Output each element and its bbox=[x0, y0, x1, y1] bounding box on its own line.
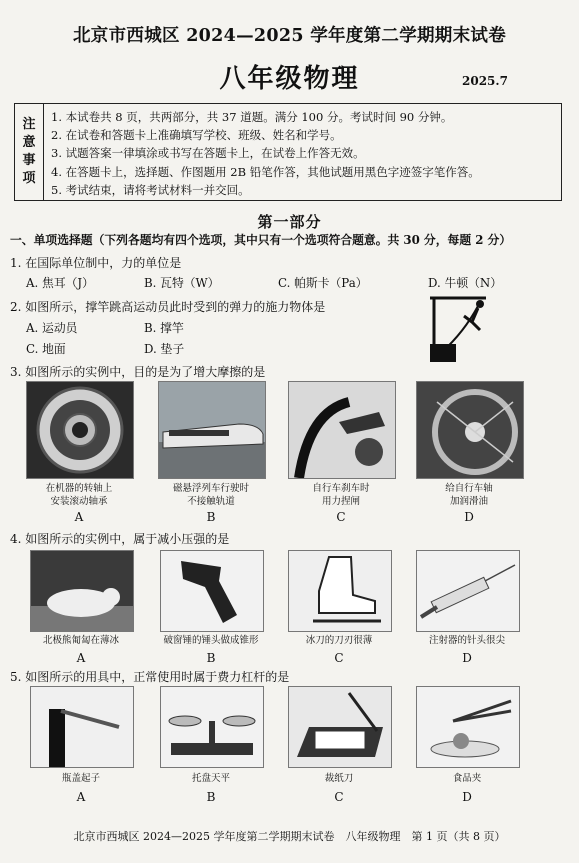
q4-caption-b: 破窗锤的锤头做成锥形 bbox=[163, 635, 259, 646]
notice-item: 1. 本试卷共 8 页，共两部分，共 37 道题。满分 100 分。考试时间 90 分钟。 bbox=[51, 110, 453, 124]
q3-photo-a bbox=[26, 381, 134, 479]
q5-caption-d: 食品夹 bbox=[452, 773, 482, 784]
q4-letter-d: D bbox=[462, 651, 472, 665]
pole-vault-figure bbox=[420, 292, 500, 364]
q3-letter-b: B bbox=[206, 510, 216, 524]
q3-caption-c: 自行车刹车时 用力捏闸 bbox=[312, 483, 370, 507]
q5-letter-b: B bbox=[206, 790, 216, 804]
page-footer: 北京市西城区 2024—2025 学年度第二学期期末试卷 八年级物理 第 1 页（共 8 页） bbox=[73, 830, 506, 843]
q5-photo-b bbox=[160, 686, 264, 768]
q4-letter-a: A bbox=[76, 651, 86, 665]
q5-caption-c: 裁纸刀 bbox=[324, 773, 354, 784]
notice-item: 3. 试题答案一律填涂或书写在答题卡上，在试卷上作答无效。 bbox=[51, 146, 365, 161]
notice-label-char: 意 bbox=[22, 135, 36, 150]
notice-items bbox=[51, 108, 480, 199]
question-5-stem: 5. 如图所示的用具中，正常使用时属于费力杠杆的是 bbox=[10, 670, 290, 684]
q3-letter-c: C bbox=[336, 510, 346, 524]
notice-item: 5. 考试结束，请将考试材料一并交回。 bbox=[51, 182, 250, 197]
q4-photo-a bbox=[30, 550, 134, 632]
notice-label-char: 注 bbox=[22, 117, 36, 132]
exam-date: 2025.7 bbox=[462, 74, 508, 88]
notice-label bbox=[15, 104, 44, 200]
q3-photo-c bbox=[288, 381, 396, 479]
subject-title: 八年级物理 bbox=[219, 64, 360, 94]
q5-photo-d bbox=[416, 686, 520, 768]
q3-photo-d bbox=[416, 381, 524, 479]
q5-photo-c bbox=[288, 686, 392, 768]
q4-caption-c: 冰刀的刀刃很薄 bbox=[305, 635, 373, 646]
q3-caption-b: 磁悬浮列车行驶时 不接触轨道 bbox=[172, 483, 249, 507]
section-title: 一、单项选择题（下列各题均有四个选项，其中只有一个选项符合题意。共 30 分，每题 2 分） bbox=[10, 233, 512, 247]
q5-letter-d: D bbox=[462, 790, 472, 804]
q4-caption-a: 北极熊匍匐在薄冰 bbox=[42, 635, 119, 646]
question-2-stem: 2. 如图所示，撑竿跳高运动员此时受到的弹力的施力物体是 bbox=[10, 300, 326, 314]
q4-photo-b bbox=[160, 550, 264, 632]
notice-item: 4. 在答题卡上，选择题、作图题用 2B 铅笔作答，其他试题用黑色字迹签字笔作答。 bbox=[51, 164, 480, 179]
exam-header-title: 北京市西城区 2024—2025 学年度第二学期期末试卷 bbox=[73, 26, 506, 46]
notice-item: 2. 在试卷和答题卡上准确填写学校、班级、姓名和学号。 bbox=[51, 128, 342, 143]
q2-option-b: B. 撑竿 bbox=[144, 321, 184, 335]
q4-letter-c: C bbox=[334, 651, 344, 665]
q1-option-d: D. 牛顿（N） bbox=[428, 276, 503, 290]
part-title: 第一部分 bbox=[257, 213, 322, 231]
q3-letter-d: D bbox=[464, 510, 474, 524]
question-3-stem: 3. 如图所示的实例中，目的是为了增大摩擦的是 bbox=[10, 365, 266, 379]
q4-photo-d bbox=[416, 550, 520, 632]
q5-letter-c: C bbox=[334, 790, 344, 804]
q4-photo-c bbox=[288, 550, 392, 632]
q5-photo-a bbox=[30, 686, 134, 768]
notice-label-char: 项 bbox=[22, 171, 36, 186]
q3-photo-b bbox=[158, 381, 266, 479]
q1-option-a: A. 焦耳（J） bbox=[26, 276, 94, 290]
q1-option-b: B. 瓦特（W） bbox=[144, 276, 220, 290]
q4-caption-d: 注射器的针头很尖 bbox=[428, 635, 505, 646]
question-4-stem: 4. 如图所示的实例中，属于减小压强的是 bbox=[10, 532, 230, 546]
notice-label-char: 事 bbox=[22, 153, 36, 168]
q4-letter-b: B bbox=[206, 651, 216, 665]
question-1-stem: 1. 在国际单位制中，力的单位是 bbox=[10, 256, 182, 270]
q2-option-c: C. 地面 bbox=[26, 342, 66, 356]
q1-option-c: C. 帕斯卡（Pa） bbox=[278, 276, 368, 290]
q5-caption-a: 瓶盖起子 bbox=[61, 773, 100, 784]
q3-caption-d: 给自行车轴 加润滑油 bbox=[445, 483, 493, 507]
q5-letter-a: A bbox=[76, 790, 86, 804]
q5-caption-b: 托盘天平 bbox=[191, 773, 230, 784]
q3-letter-a: A bbox=[74, 510, 84, 524]
notice-box bbox=[14, 103, 562, 201]
q2-option-d: D. 垫子 bbox=[144, 342, 185, 356]
q2-option-a: A. 运动员 bbox=[26, 321, 78, 335]
q3-caption-a: 在机器的转轴上 安装滚动轴承 bbox=[45, 483, 113, 507]
